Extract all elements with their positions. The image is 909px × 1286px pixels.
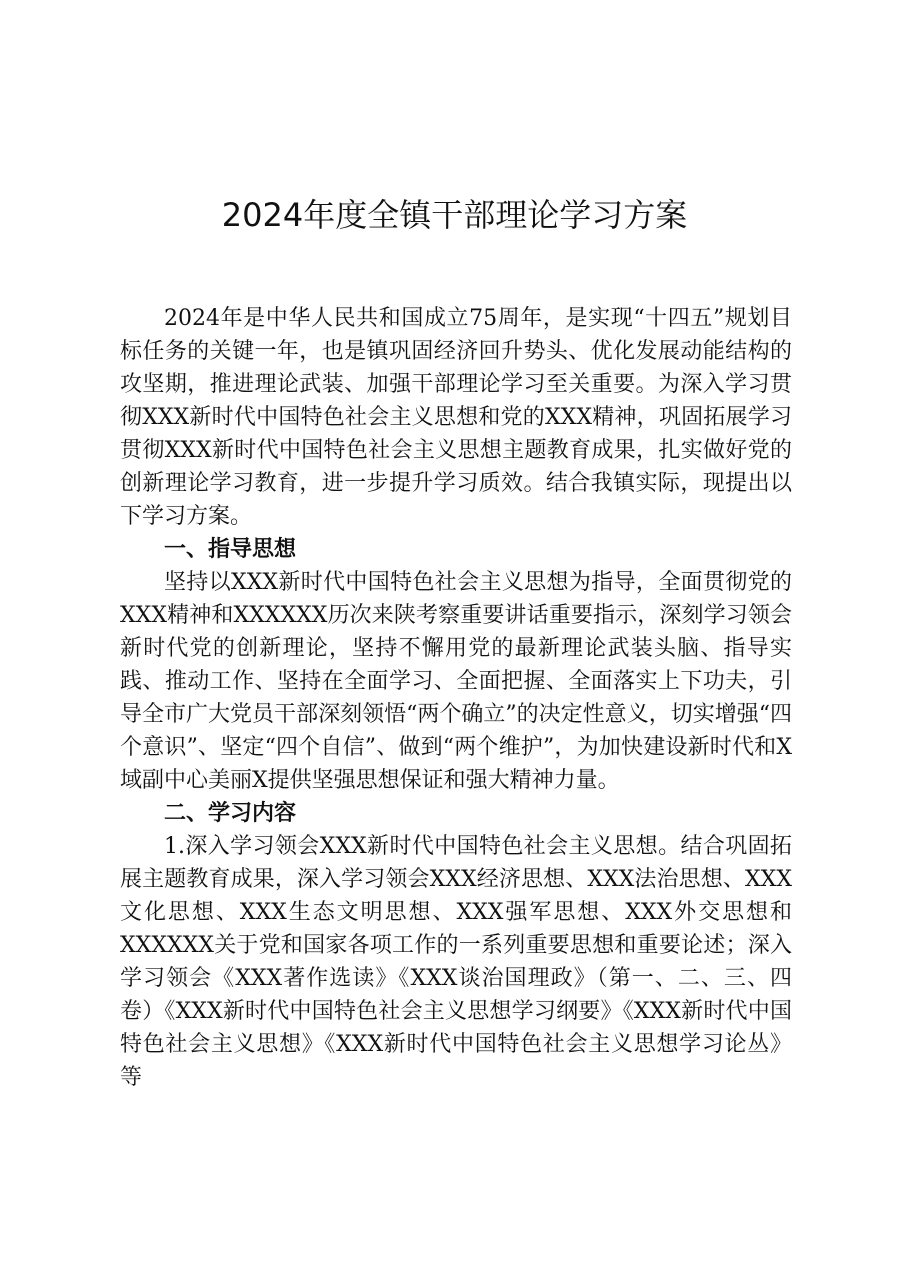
section-heading-study-content: 二、学习内容 bbox=[164, 801, 297, 826]
guiding-thought-paragraph: 坚持以XXX新时代中国特色社会主义思想为指导，全面贯彻党的XXX精神和XXXXXX历次来陕考察重要讲话重要指示，深刻学习领会新时代党的创新理论，坚持不懈用党的最新理论武装头脑、指导实践、推动工作、坚持在全面学习、全面把握、全面落实上下功夫，引导全市广大党员干部深刻领悟“两个确立”的决定性意义，切实增强“四个意识”、坚定“四个自信”、做到“两个维护”，为加快建设新时代和X域副中心美丽X提供坚强思想保证和强大精神力量。 bbox=[120, 570, 792, 793]
intro-paragraph: 2024年是中华人民共和国成立75周年，是实现“十四五”规划目标任务的关键一年，也是镇巩固经济回升势头、优化发展动能结构的攻坚期，推进理论武装、加强干部理论学习至关重要。为深入学习贯彻XXX新时代中国特色社会主义思想和党的XXX精神，巩固拓展学习贯彻XXX新时代中国特色社会主义思想主题教育成果，扎实做好党的创新理论学习教育，进一步提升学习质效。结合我镇实际，现提出以下学习方案。 bbox=[120, 306, 792, 529]
section-heading-guiding-thought: 一、指导思想 bbox=[164, 537, 297, 562]
document-title: 2024年度全镇干部理论学习方案 bbox=[221, 196, 688, 234]
study-content-item-1: 1.深入学习领会XXX新时代中国特色社会主义思想。结合巩固拓展主题教育成果，深入学习领会XXX经济思想、XXX法治思想、XXX文化思想、XXX生态文明思想、XXX强军思想、XXX外交思想和XXXXXX关于党和国家各项工作的一系列重要思想和重要论述；深入学习领会《XXX著作选读》《XXX谈治国理政》（第一、二、三、四卷）《XXX新时代中国特色社会主义思想学习纲要》《XXX新时代中国特色社会主义思想》《XXX新时代中国特色社会主义思想学习论丛》等 bbox=[120, 834, 792, 1090]
document-body bbox=[120, 302, 792, 1094]
